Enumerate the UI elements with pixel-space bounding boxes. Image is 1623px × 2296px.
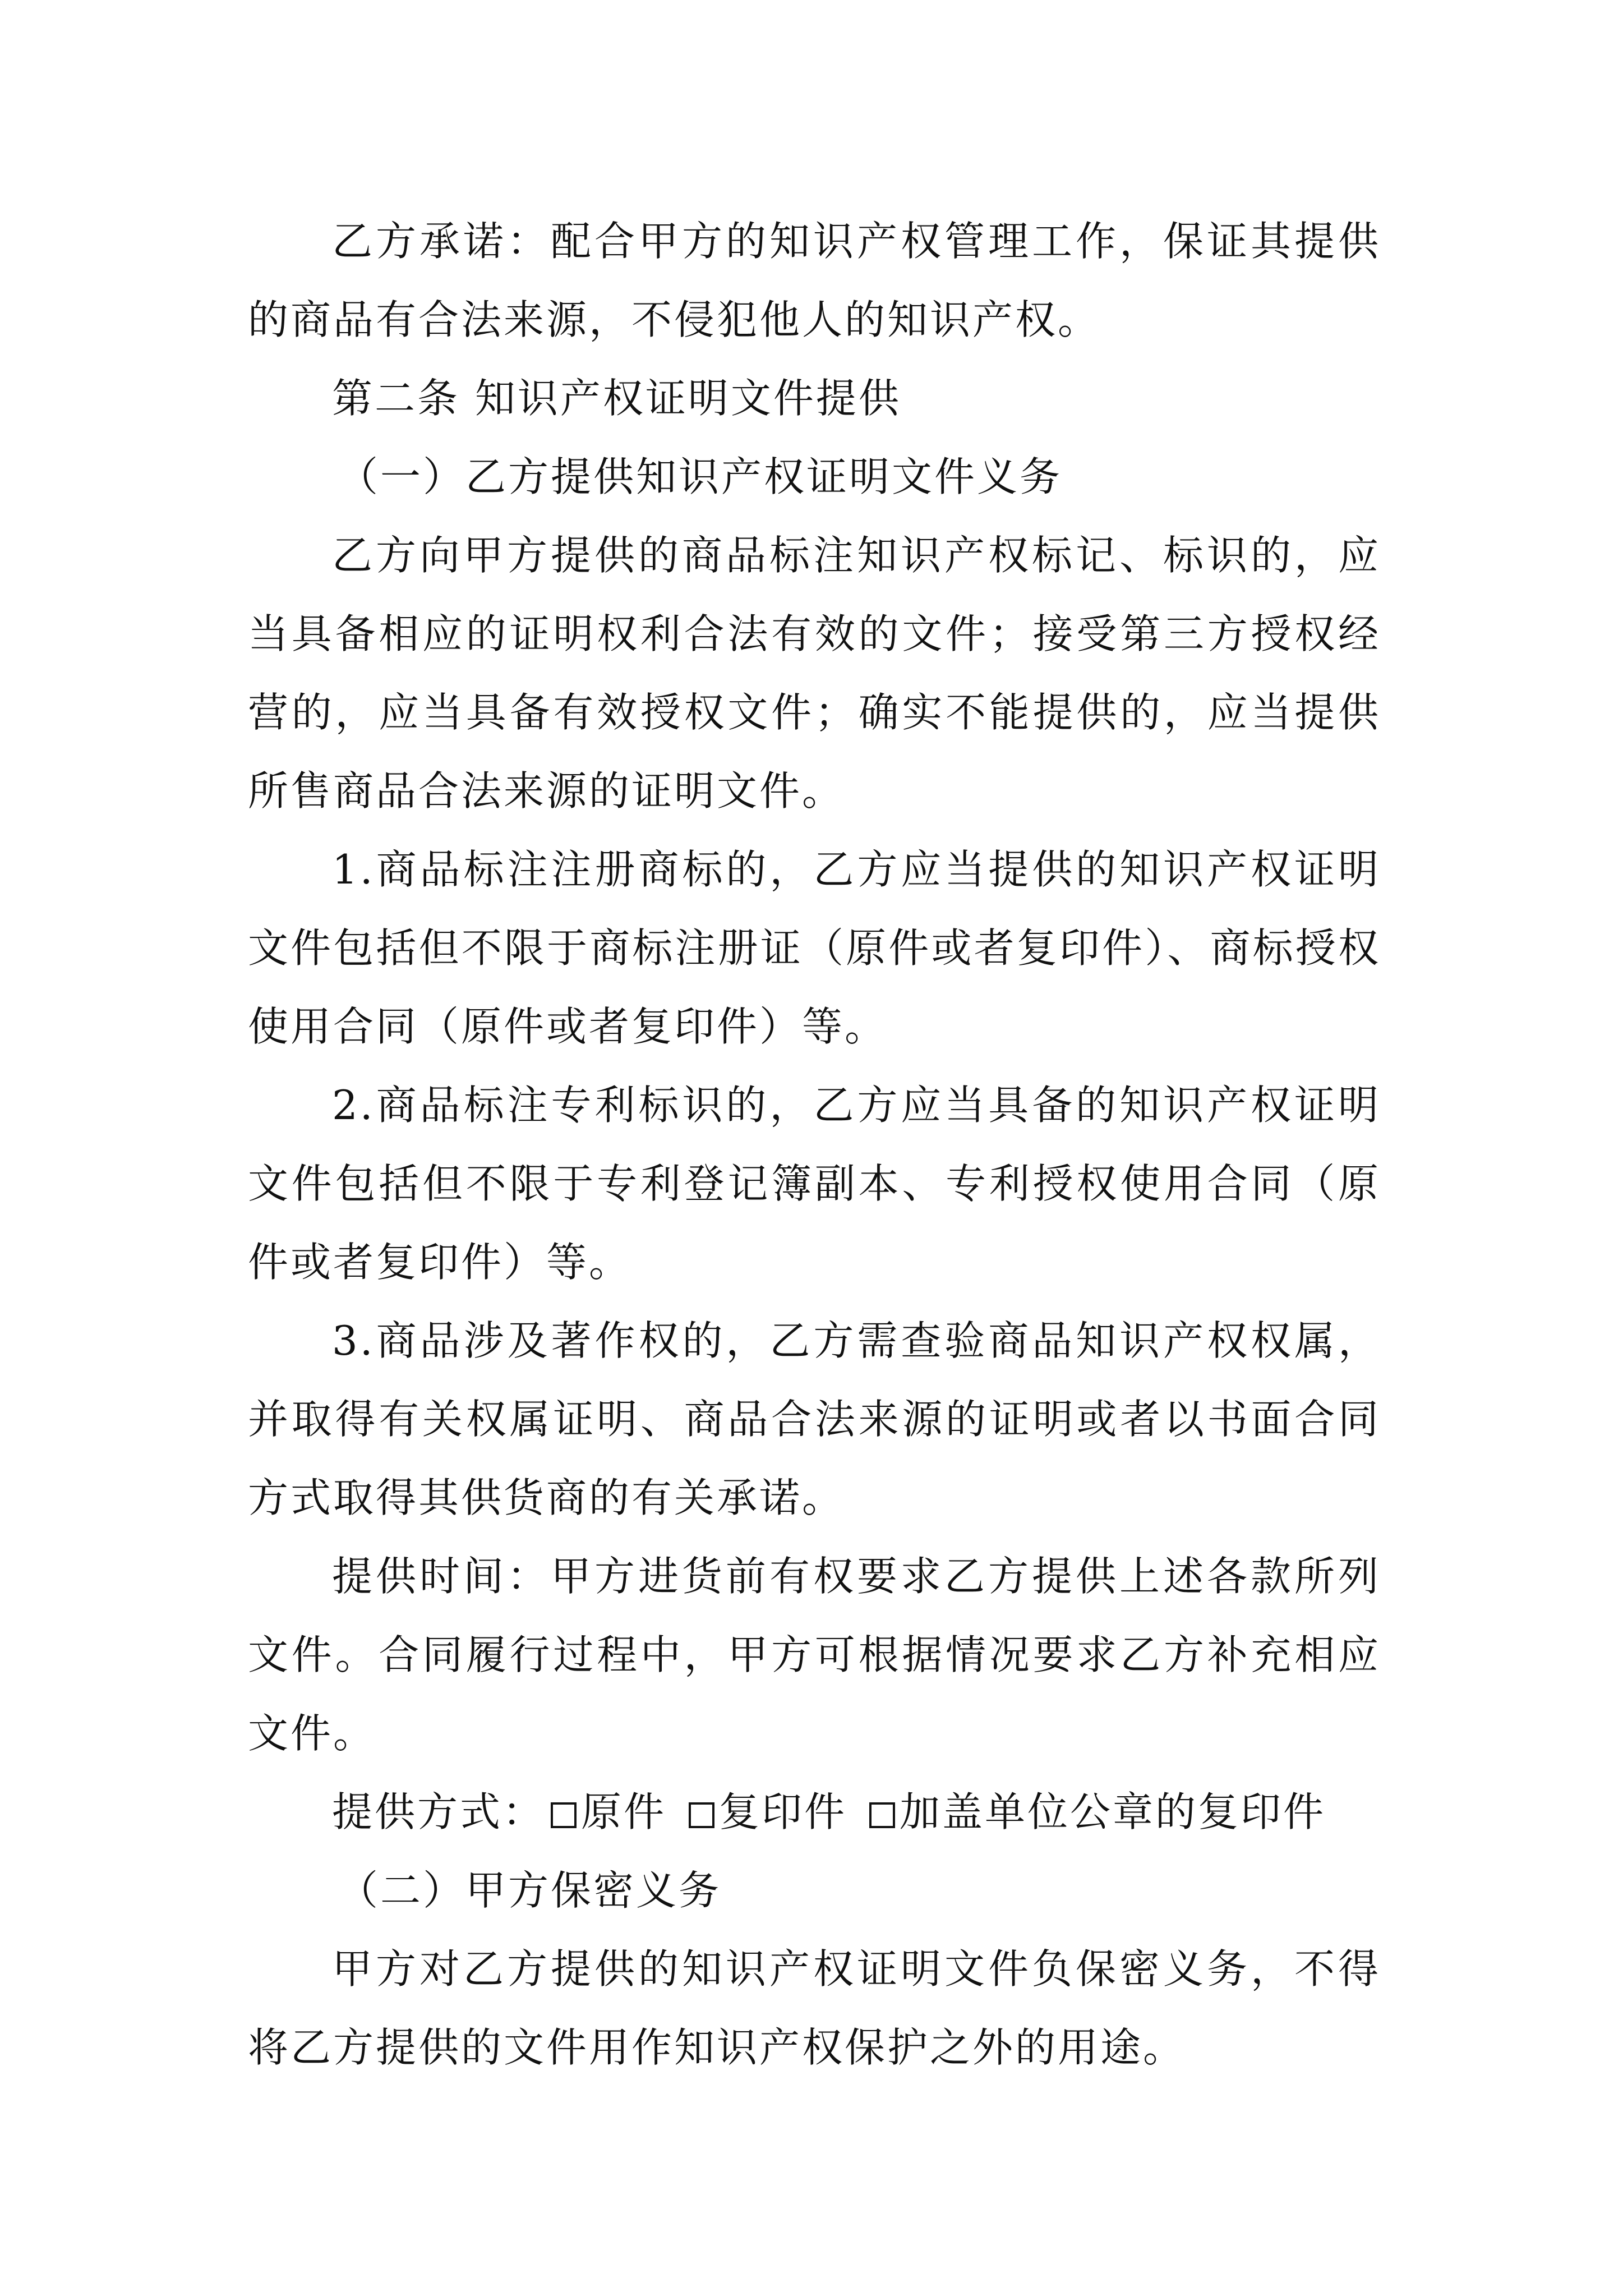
provide-method-label: 提供方式：: [332, 1788, 546, 1835]
checkbox-sealed-copy[interactable]: [869, 1802, 895, 1828]
paragraph-provide-time: 提供时间：甲方进货前有权要求乙方提供上述各款所列文件。合同履行过程中，甲方可根据情况要求乙方补充相应文件。: [248, 1553, 1381, 1757]
checkbox-copy[interactable]: [689, 1802, 714, 1828]
option-sealed-copy[interactable]: [847, 1788, 1326, 1835]
paragraph-obligation: 乙方向甲方提供的商品标注知识产权标记、标识的，应当具备相应的证明权利合法有效的文件；接受第三方授权经营的，应当具备有效授权文件；确实不能提供的，应当提供所售商品合法来源的证明文件。: [248, 532, 1381, 815]
provide-method-line: [248, 1773, 1381, 1851]
section-heading-confidentiality: （二）甲方保密义务: [338, 1867, 722, 1914]
paragraph-item-copyright: 3.商品涉及著作权的，乙方需查验商品知识产权权属，并取得有关权属证明、商品合法来源的证明或者以书面合同方式取得其供货商的有关承诺。: [248, 1317, 1381, 1521]
option-original-label: 原件: [581, 1788, 667, 1835]
paragraph-item-patent: 2.商品标注专利标识的，乙方应当具备的知识产权证明文件包括但不限于专利登记簿副本、专利授权使用合同（原件或者复印件）等。: [248, 1082, 1381, 1286]
document-body: [248, 202, 1381, 2087]
section-heading-obligation: （一）乙方提供知识产权证明文件义务: [338, 453, 1063, 500]
option-sealed-copy-label: 加盖单位公章的复印件: [900, 1788, 1326, 1835]
paragraph-confidentiality: 甲方对乙方提供的知识产权证明文件负保密义务，不得将乙方提供的文件用作知识产权保护之外的用途。: [248, 1945, 1381, 2071]
paragraph-item-trademark: 1.商品标注注册商标的，乙方应当提供的知识产权证明文件包括但不限于商标注册证（原件或者复印件）、商标授权使用合同（原件或者复印件）等。: [248, 846, 1381, 1050]
option-original[interactable]: [545, 1788, 666, 1835]
option-copy[interactable]: [666, 1788, 847, 1835]
article-heading: 第二条 知识产权证明文件提供: [332, 375, 901, 422]
option-copy-label: 复印件: [719, 1788, 847, 1835]
paragraph-commitment: 乙方承诺：配合甲方的知识产权管理工作，保证其提供的商品有合法来源，不侵犯他人的知识产权。: [248, 218, 1381, 343]
checkbox-original[interactable]: [551, 1802, 577, 1828]
